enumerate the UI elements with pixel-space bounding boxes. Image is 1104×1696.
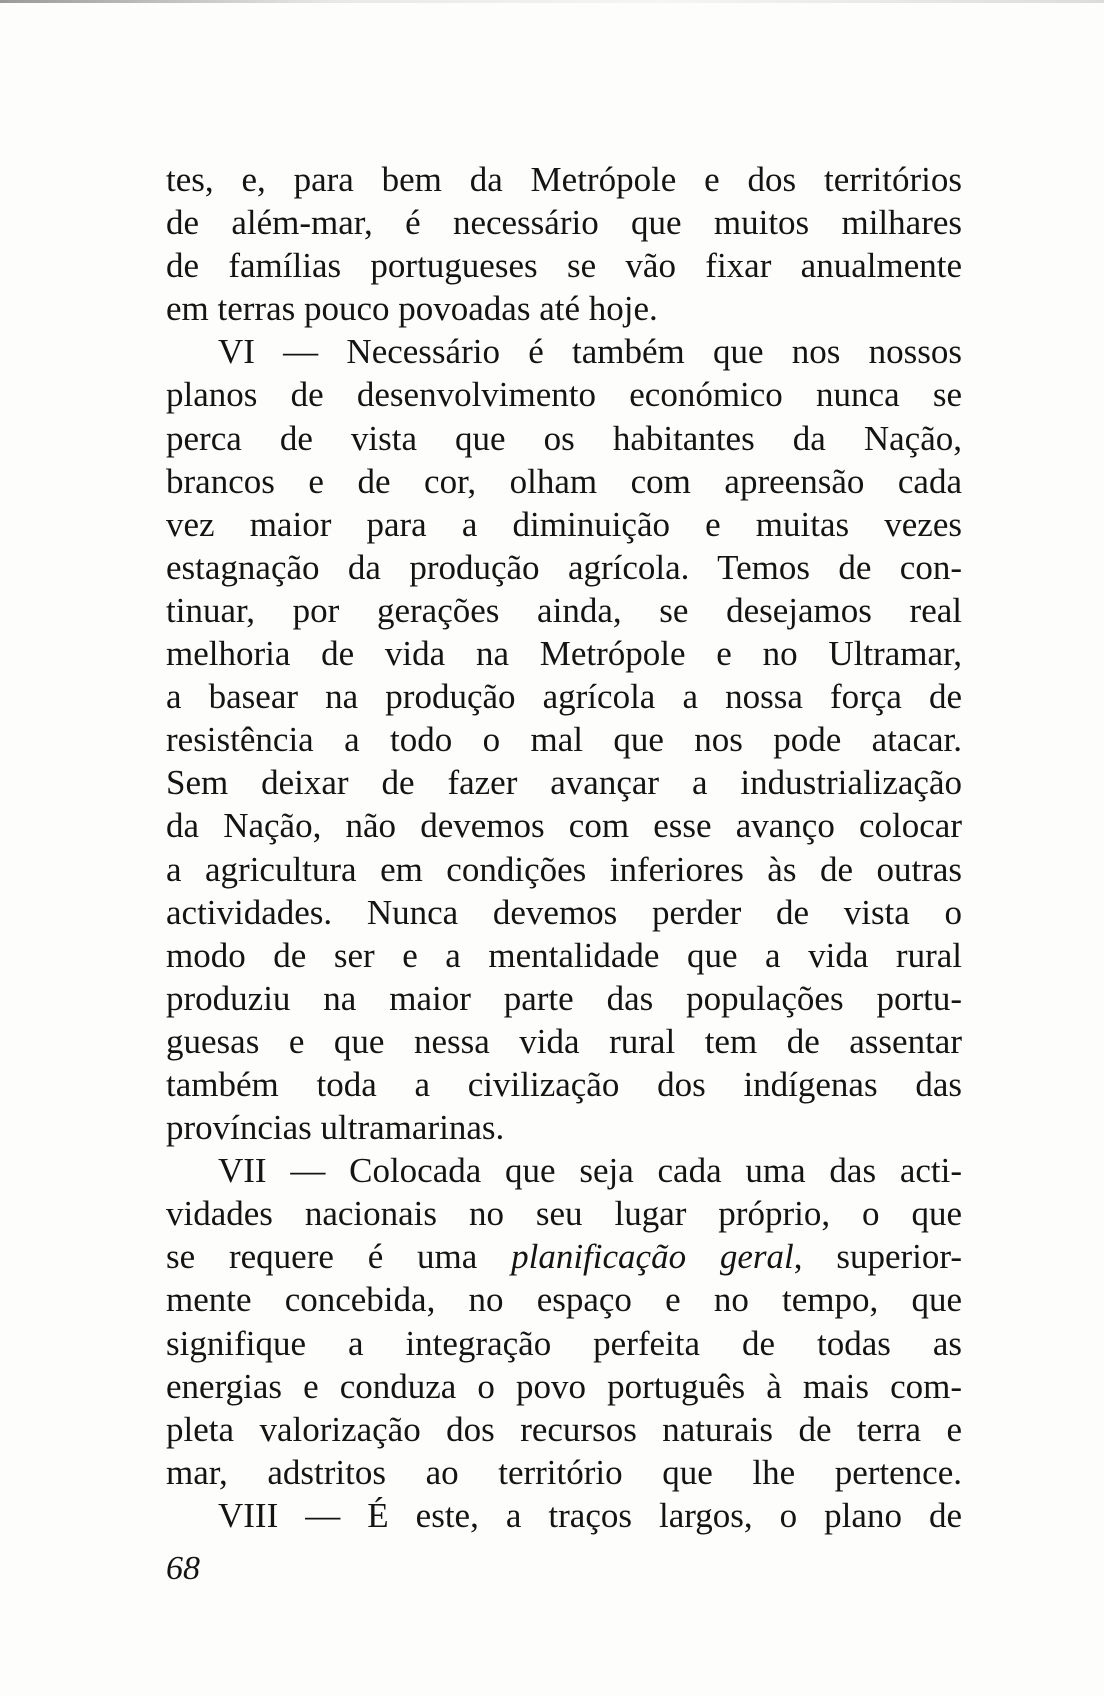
text-line: tinuar, por gerações ainda, se desejamos real [166,590,962,630]
text-line: modo de ser e a mentalidade que a vida rural [166,935,962,975]
text-line: mar, adstritos ao território que lhe pertence. [166,1452,962,1492]
text-line: Sem deixar de fazer avançar a industrialização [166,763,962,803]
text-line: também toda a civilização dos indígenas das [166,1064,962,1104]
text-line: pleta valorização dos recursos naturais de terra e [166,1409,962,1449]
emphasized-phrase: planificação geral [511,1237,794,1277]
text-line: se requere é uma planificação geral, superior- [166,1237,962,1277]
text-line: planos de desenvolvimento económico nunca se [166,375,962,415]
page-number: 68 [166,1550,200,1587]
text-line: energias e conduza o povo português à mais com- [166,1366,962,1406]
text-line: de famílias portugueses se vão fixar anualmente [166,246,962,286]
text-line: resistência a todo o mal que nos pode atacar. [166,720,962,760]
text-line: de além-mar, é necessário que muitos milhares [166,203,962,243]
text-line: a basear na produção agrícola a nossa força de [166,677,962,717]
text-line: em terras pouco povoadas até hoje. [166,289,658,329]
text-line: estagnação da produção agrícola. Temos de con- [166,547,962,587]
text-line: províncias ultramarinas. [166,1108,505,1148]
text-line: VII — Colocada que seja cada uma das acti- [218,1151,962,1191]
text-line: vidades nacionais no seu lugar próprio, o que [166,1194,962,1234]
text-line: signifique a integração perfeita de todas as [166,1323,962,1363]
text-line: tes, e, para bem da Metrópole e dos territórios [166,160,962,199]
text-line: actividades. Nunca devemos perder de vista o [166,892,962,932]
text-line: guesas e que nessa vida rural tem de assentar [166,1021,962,1061]
text-line: da Nação, não devemos com esse avanço colocar [166,806,962,846]
scan-edge [0,0,1104,3]
text-line: brancos e de cor, olham com apreensão cada [166,461,962,501]
text-line: vez maior para a diminuição e muitas vezes [166,504,962,544]
text-line: a agricultura em condições inferiores às de outras [166,849,962,889]
body-text [166,158,962,1537]
text-line: VI — Necessário é também que nos nossos [218,332,962,372]
text-line: VIII — É este, a traços largos, o plano de [218,1495,962,1535]
text-line: perca de vista que os habitantes da Nação, [166,418,962,458]
text-line: mente concebida, no espaço e no tempo, que [166,1280,962,1320]
text-line: melhoria de vida na Metrópole e no Ultramar, [166,634,962,674]
text-line: produziu na maior parte das populações portu- [166,978,962,1018]
